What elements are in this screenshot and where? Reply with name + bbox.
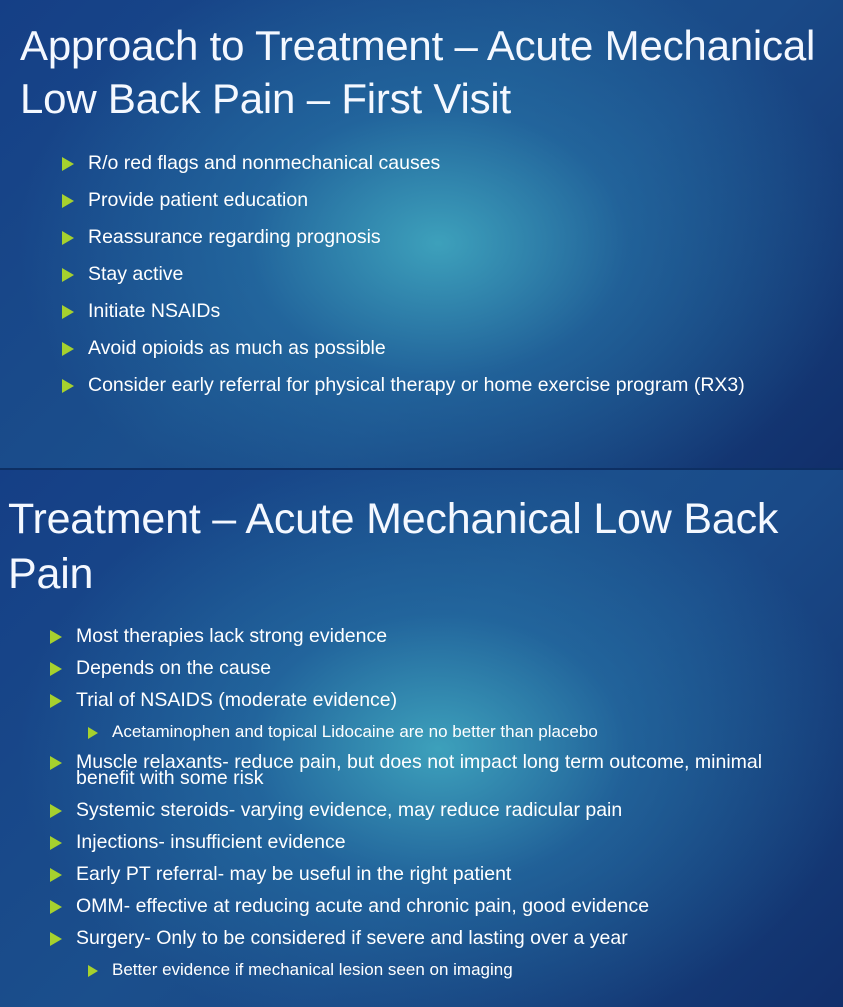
- bullet-text: Surgery- Only to be considered if severe and lasting over a year: [76, 927, 628, 949]
- bullet-text: Reassurance regarding prognosis: [88, 226, 381, 248]
- slide-title: Approach to Treatment – Acute Mechanical Low Back Pain – First Visit: [20, 22, 816, 122]
- list-item: [48, 689, 818, 711]
- sub-list-item: [86, 962, 818, 978]
- triangle-right-icon: [62, 305, 74, 319]
- list-item: [48, 751, 818, 789]
- bullet-text: Trial of NSAIDS (moderate evidence): [76, 689, 398, 711]
- triangle-right-icon: [50, 804, 62, 818]
- triangle-right-icon: [62, 194, 74, 208]
- list-item: [48, 625, 818, 647]
- bullet-text: Most therapies lack strong evidence: [76, 625, 388, 647]
- slide-treatment: [0, 470, 843, 1007]
- list-item: [60, 374, 800, 396]
- slide-title: Treatment – Acute Mechanical Low Back Pain: [8, 495, 779, 598]
- bullet-text: Initiate NSAIDs: [88, 300, 221, 322]
- bullet-text: Systemic steroids- varying evidence, may reduce radicular pain: [76, 799, 623, 821]
- triangle-right-icon: [62, 231, 74, 245]
- slide-first-visit: [0, 0, 843, 468]
- list-item: [60, 226, 800, 248]
- list-item: [60, 337, 800, 359]
- bullet-text: Consider early referral for physical therapy or home exercise program (RX3): [88, 374, 745, 396]
- bullet-text: Stay active: [88, 263, 184, 285]
- triangle-right-icon: [50, 630, 62, 644]
- triangle-right-icon: [50, 756, 62, 770]
- triangle-right-icon: [50, 662, 62, 676]
- bullet-text: Depends on the cause: [76, 657, 272, 679]
- triangle-right-icon: [88, 965, 98, 977]
- bullet-text: Avoid opioids as much as possible: [88, 337, 386, 359]
- list-item: [48, 657, 818, 679]
- bullet-text: Early PT referral- may be useful in the right patient: [76, 863, 512, 885]
- bullet-text: Muscle relaxants- reduce pain, but does not impact long term outcome, minimal benefit with some risk: [76, 751, 763, 789]
- bullet-text: OMM- effective at reducing acute and chronic pain, good evidence: [76, 895, 650, 917]
- triangle-right-icon: [50, 868, 62, 882]
- bullet-text: Provide patient education: [88, 189, 309, 211]
- triangle-right-icon: [62, 379, 74, 393]
- triangle-right-icon: [62, 342, 74, 356]
- list-item: [60, 263, 800, 285]
- bullet-list: [48, 625, 818, 992]
- list-item: [48, 831, 818, 853]
- triangle-right-icon: [88, 727, 98, 739]
- list-item: [60, 189, 800, 211]
- list-item: [48, 895, 818, 917]
- bullet-text: Acetaminophen and topical Lidocaine are no better than placebo: [112, 722, 598, 741]
- triangle-right-icon: [62, 157, 74, 171]
- sub-list-item: [86, 724, 818, 740]
- list-item: [48, 863, 818, 885]
- list-item: [48, 927, 818, 949]
- triangle-right-icon: [50, 836, 62, 850]
- bullet-text: Better evidence if mechanical lesion seen on imaging: [112, 960, 513, 979]
- list-item: [60, 300, 800, 322]
- triangle-right-icon: [50, 900, 62, 914]
- list-item: [60, 152, 800, 174]
- triangle-right-icon: [62, 268, 74, 282]
- triangle-right-icon: [50, 694, 62, 708]
- list-item: [48, 799, 818, 821]
- bullet-list: [60, 152, 800, 411]
- triangle-right-icon: [50, 932, 62, 946]
- bullet-text: Injections- insufficient evidence: [76, 831, 346, 853]
- bullet-text: R/o red flags and nonmechanical causes: [88, 152, 441, 174]
